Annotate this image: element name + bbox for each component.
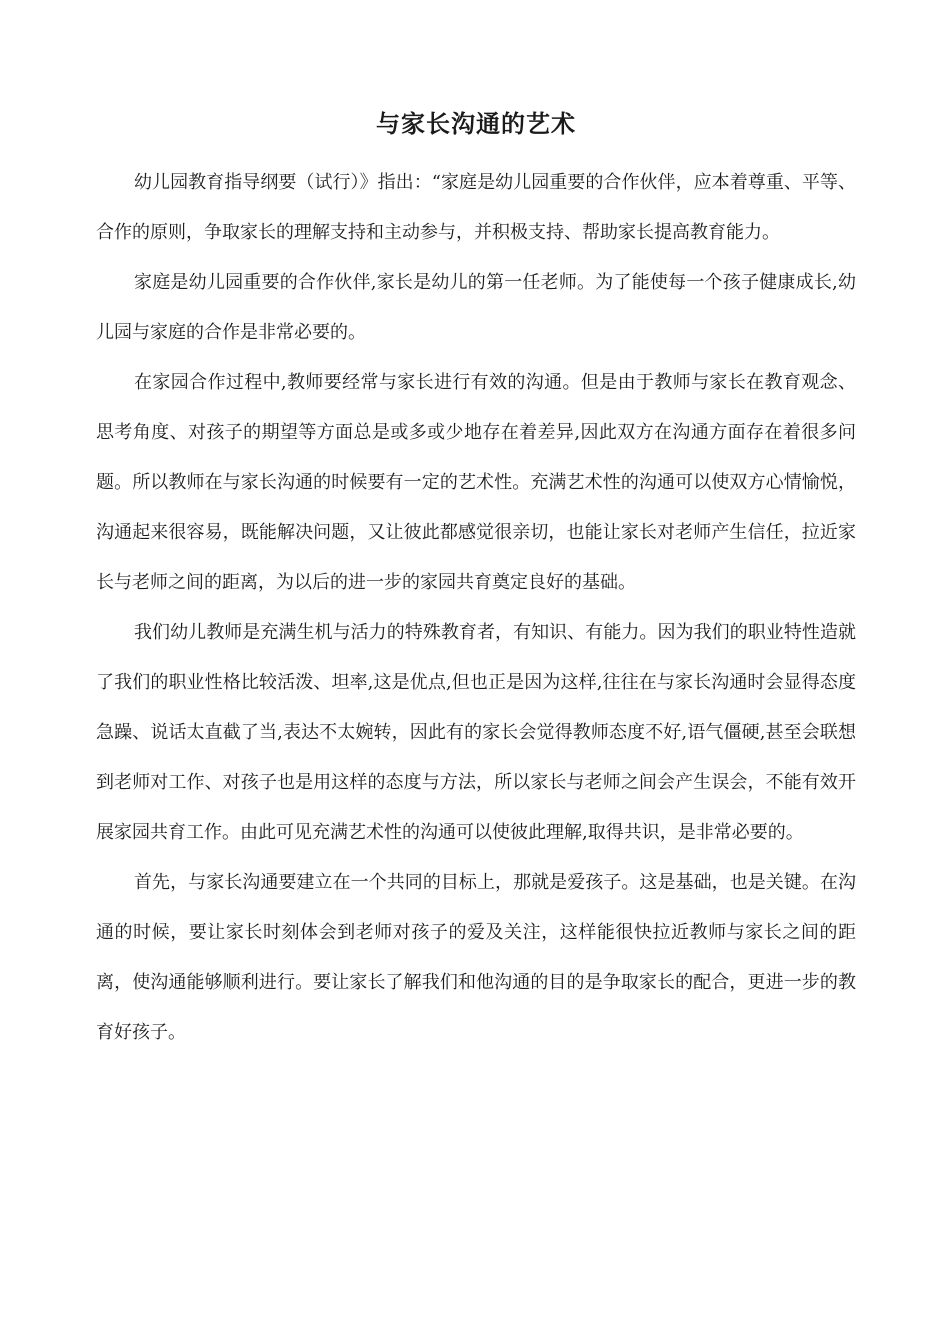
document-title: 与家长沟通的艺术 — [376, 110, 576, 138]
paragraph-4: 我们幼儿教师是充满生机与活力的特殊教育者，有知识、有能力。因为我们的职业特性造就了我们的职业性格比较活泼、坦率,这是优点,但也正是因为这样,往往在与家长沟通时会显得态度急躁、说话太直截了当,表达不太婉转，因此有的家长会觉得教师态度不好,语气僵硬,甚至会联想到老师对工作、对孩子也是用这样的态度与方法，所以家长与老师之间会产生误会，不能有效开展家园共育工作。由此可见充满艺术性的沟通可以使彼此理解,取得共识，是非常必要的。 — [96, 622, 856, 843]
paragraph-3: 在家园合作过程中,教师要经常与家长进行有效的沟通。但是由于教师与家长在教育观念、思考角度、对孩子的期望等方面总是或多或少地存在着差异,因此双方在沟通方面存在着很多问题。所以教师在与家长沟通的时候要有一定的艺术性。充满艺术性的沟通可以使双方心情愉悦，沟通起来很容易，既能解决问题，又让彼此都感觉很亲切，也能让家长对老师产生信任，拉近家长与老师之间的距离，为以后的进一步的家园共育奠定良好的基础。 — [96, 372, 856, 593]
paragraph-5: 首先，与家长沟通要建立在一个共同的目标上，那就是爱孩子。这是基础，也是关键。在沟通的时候，要让家长时刻体会到老师对孩子的爱及关注，这样能很快拉近教师与家长之间的距离，使沟通能够顺利进行。要让家长了解我们和他沟通的目的是争取家长的配合，更进一步的教育好孩子。 — [96, 872, 856, 1043]
paragraph-2: 家庭是幼儿园重要的合作伙伴,家长是幼儿的第一任老师。为了能使每一个孩子健康成长,幼儿园与家庭的合作是非常必要的。 — [96, 272, 856, 343]
document-page — [96, 100, 856, 1058]
paragraph-1: 幼儿园教育指导纲要（试行）》指出：“家庭是幼儿园重要的合作伙伴，应本着尊重、平等、合作的原则，争取家长的理解支持和主动参与，并积极支持、帮助家长提高教育能力。 — [96, 172, 856, 243]
